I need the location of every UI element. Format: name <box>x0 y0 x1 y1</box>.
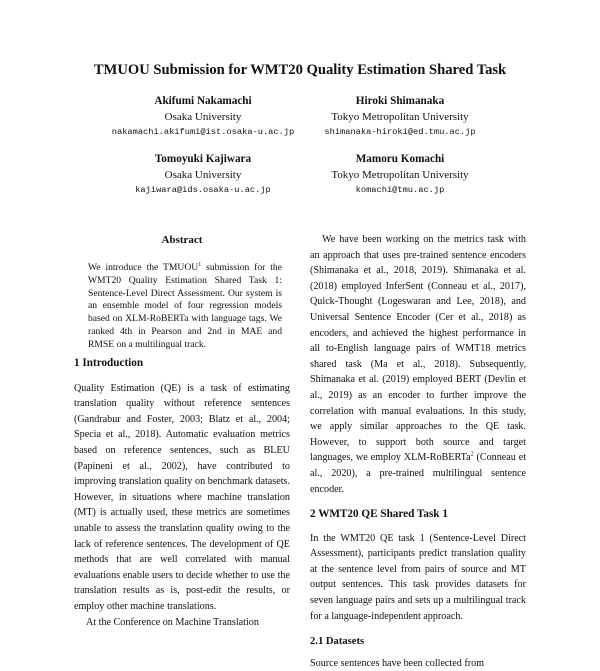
author-affiliation: Osaka University <box>164 168 242 181</box>
author-block-2 <box>275 94 525 141</box>
author-email: shimanaka-hiroki@ed.tmu.ac.jp <box>324 127 476 137</box>
author-affiliation: Tokyo Metropolitan University <box>331 110 469 123</box>
author-affiliation: Tokyo Metropolitan University <box>331 168 469 181</box>
author-name: Akifumi Nakamachi <box>154 95 252 107</box>
author-name: Hiroki Shimanaka <box>355 95 445 107</box>
left-column <box>74 356 290 630</box>
metrics-paragraph-text: We have been working on the metrics task with an approach that uses pre-trained sentence encoders (Shimanaka et al., 2018, 2019). Shimanaka et al. (2018) employed InferSent (Conneau et al., 2017), Quick-Thought (Logeswaran and Lee, 2018), and Universal Sentence Encoder (Cer et al., 2018) as encoders, and achieved the highest performance in all to-English language pairs of WMT18 metrics shared task (Ma et al., 2018). Subsequently, Shimanaka et al. (2019) employed BERT (Devlin et al., 2019) as an encoder to further improve the correlation with manual evaluations. In this study, we apply similar approaches to the QE task. However, to support both source and target languages, we employ XLM-RoBERTa <box>310 234 526 464</box>
author-block-4 <box>275 152 525 199</box>
datasets-paragraph: Source sentences have been collected from <box>310 657 485 669</box>
paper-title: TMUOU Submission for WMT20 Quality Estimation Shared Task <box>93 62 507 78</box>
task-paragraph: In the WMT20 QE task 1 (Sentence-Level Direct Assessment), participants predict translation quality at the sentence level from pairs of source and MT output sentences. This task provides datasets for seven language pairs and sets up a multilingual track for a language-independent approach. <box>310 532 526 622</box>
author-email: kajiwara@ids.osaka-u.ac.jp <box>135 185 271 195</box>
author-affiliation: Osaka University <box>164 110 242 123</box>
author-email: nakamachi.akifumi@ist.osaka-u.ac.jp <box>111 127 295 137</box>
author-name: Mamoru Komachi <box>355 153 445 165</box>
author-name: Tomoyuki Kajiwara <box>154 153 252 165</box>
footnote-marker: 1 <box>198 261 202 268</box>
metrics-paragraph-rest: (Conneau et al., 2020), a pre-trained multilingual sentence encoder. <box>310 452 527 495</box>
intro-paragraph: Quality Estimation (QE) is a task of estimating translation quality without reference sentences (Gandrabur and Foster, 2003; Blatz et al., 2004; Specia et al., 2018). Automatic evaluation metrics based on reference sentences, such as BLEU (Papineni et al., 2002), have contributed to improving translation quality on benchmark datasets. However, in situations where machine translation (MT) is actually used, these metrics are sometimes unable to assess the translation quality owing to the lack of reference sentences. The development of QE methods that are well correlated with manual evaluations enable users to decide whether to use the translation results as is, post-edit the results, or employ other machine translations. <box>74 382 290 612</box>
footnote-marker: 2 <box>470 451 474 458</box>
section-heading-wmt20: 2 WMT20 QE Shared Task 1 <box>310 508 448 521</box>
section-heading-datasets: 2.1 Datasets <box>310 636 365 648</box>
abstract-text <box>88 262 282 352</box>
intro-paragraph-2: At the Conference on Machine Translation <box>86 616 259 628</box>
section-heading-introduction: 1 Introduction <box>74 357 144 369</box>
metrics-paragraph <box>310 232 526 497</box>
abstract-text-rest: submission for the WMT20 Quality Estimation Shared Task 1: Sentence-Level Direct Assessment. Our system is an ensemble model of four regression models based on XLM-RoBERTa with language tags. We ranked 4th in Pearson and 2nd in MAE and RMSE on a multilingual track. <box>88 262 282 350</box>
abstract-text-start: We introduce the TMUOU <box>88 262 199 273</box>
abstract-heading: Abstract <box>161 234 203 246</box>
right-column <box>310 232 526 671</box>
author-email: komachi@tmu.ac.jp <box>355 185 445 195</box>
